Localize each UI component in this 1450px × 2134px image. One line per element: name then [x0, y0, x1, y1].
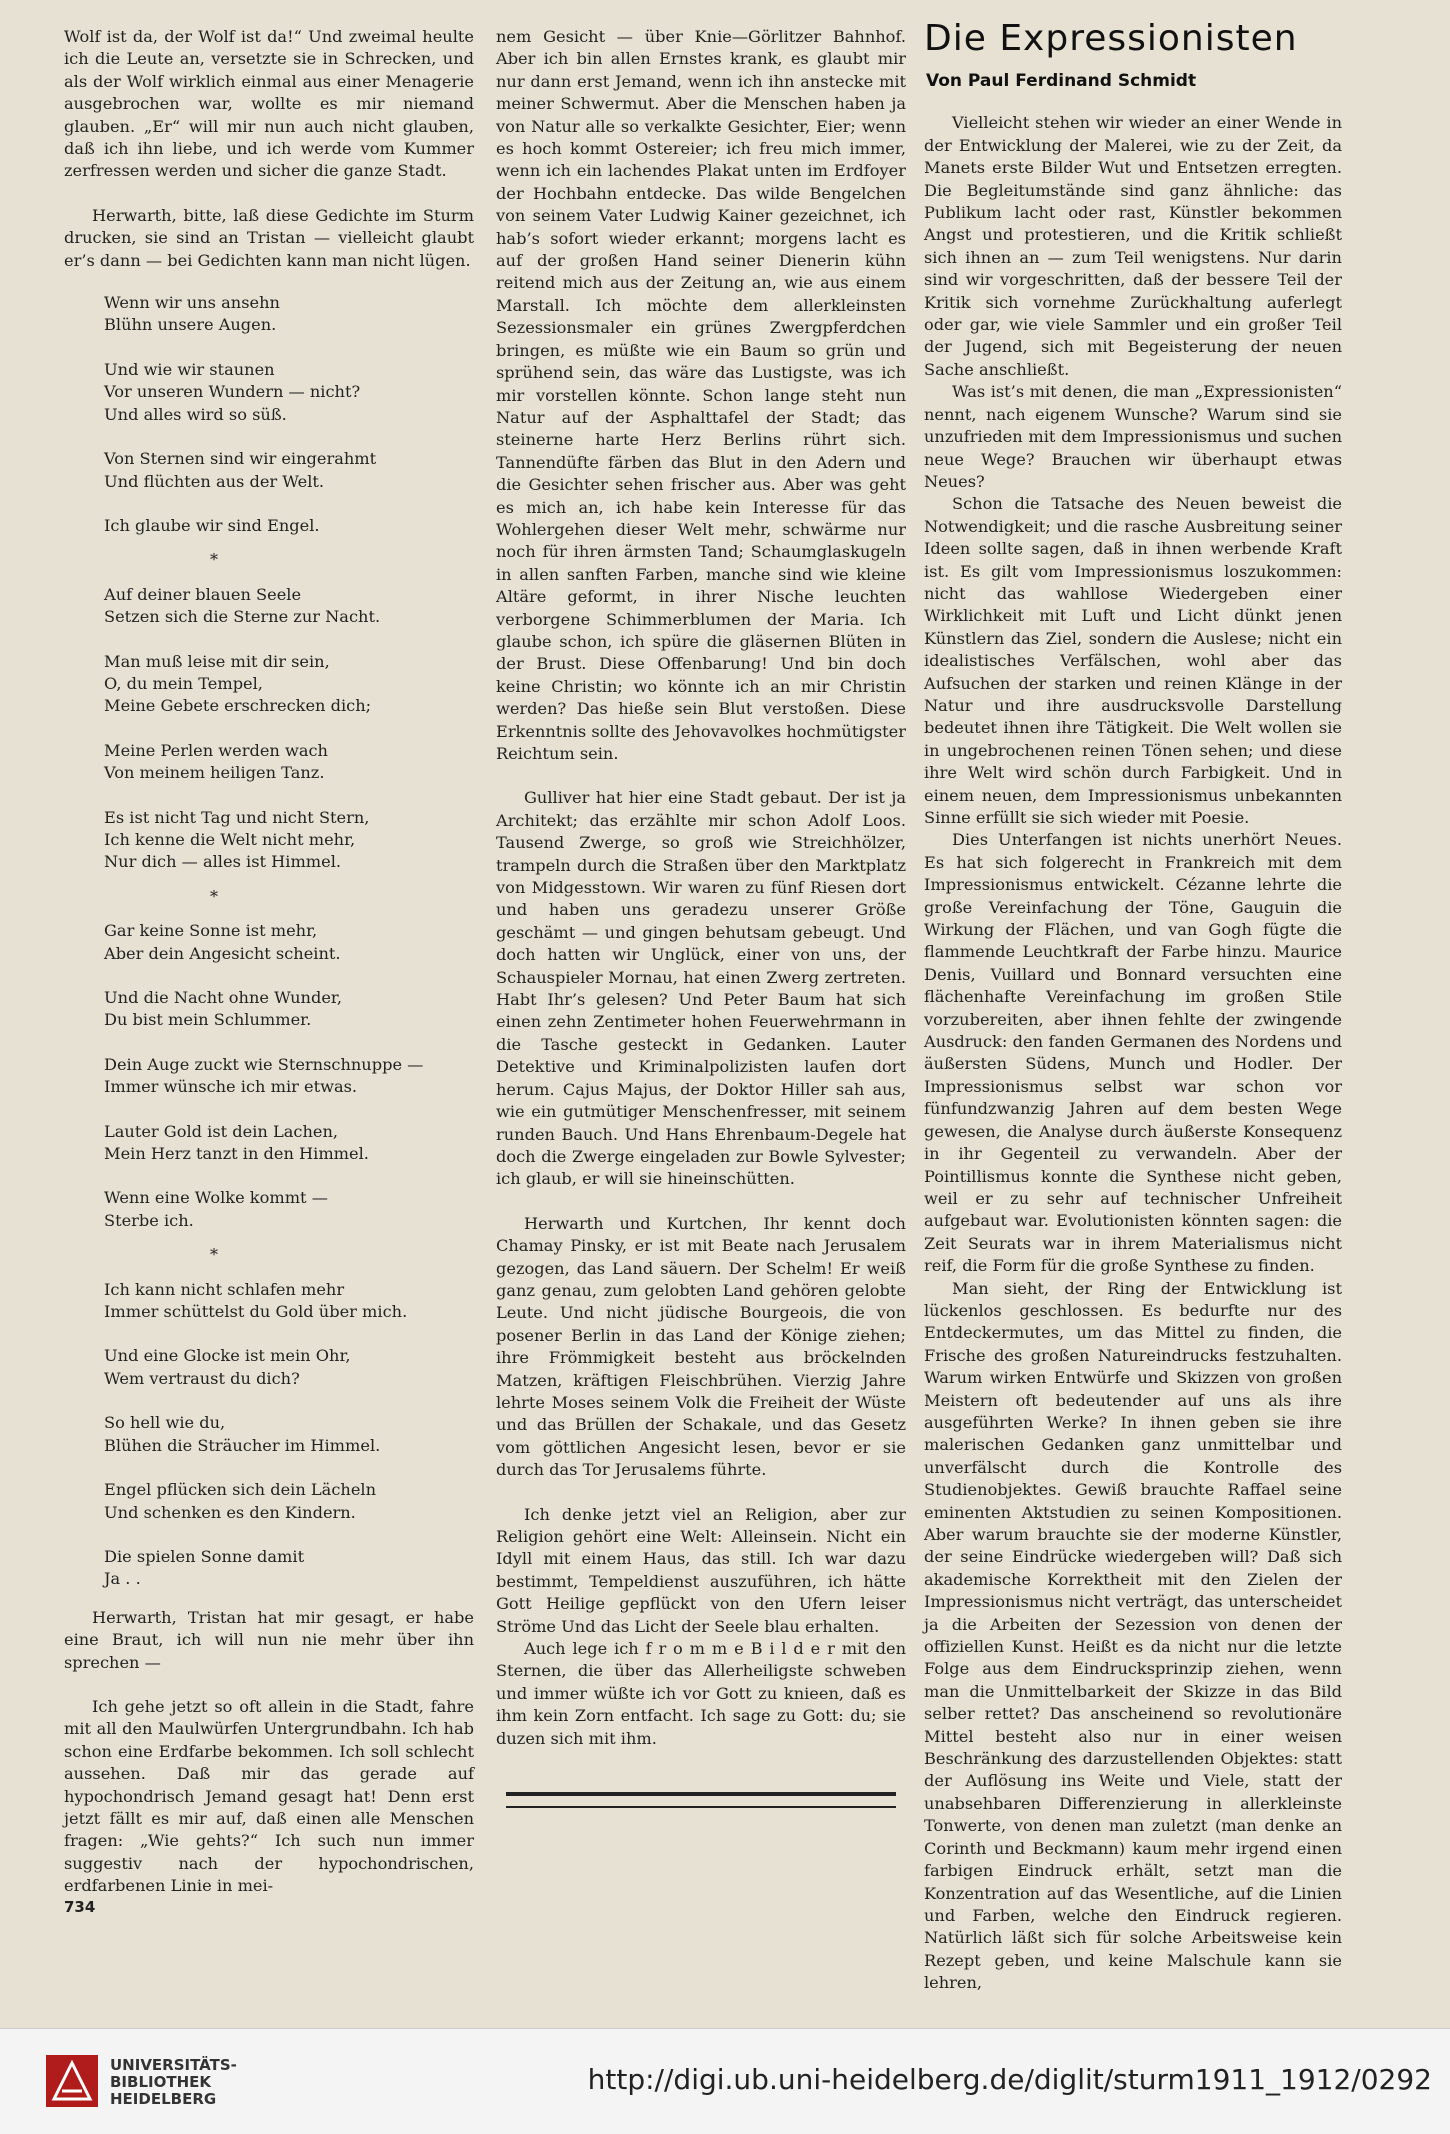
institution-line: HEIDELBERG [110, 2090, 217, 2108]
permalink[interactable]: http://digi.ub.uni-heidelberg.de/diglit/sturm1911_1912/0292 [587, 2063, 1432, 2096]
poem-line: Und alles wird so süß. [104, 404, 287, 424]
stanza [104, 920, 474, 965]
section-star: * [210, 1245, 218, 1265]
university-seal-icon [44, 2053, 100, 2109]
poem-line: Und die Nacht ohne Wunder, [104, 988, 342, 1007]
poem-line: Sterbe ich. [104, 1210, 194, 1230]
stanza [104, 1187, 474, 1232]
column-left [64, 26, 474, 1898]
paragraph: Herwarth, bitte, laß diese Gedichte im Sturm drucken, sie sind an Tristan — vielleicht glaubt er’s dann — bei Gedichten kann man nicht lügen. [64, 205, 474, 270]
paragraph: Wolf ist da, der Wolf ist da!“ Und zweimal heulte ich die Leute an, versetzte sie in Schrecken, und als der Wolf wirklich einmal aus einer Menagerie ausgebrochen war, wollte es mir niemand glauben. „Er“ will mir nun auch nicht glauben, daß ich ihn liebe, und ich werde vom Kummer zerfressen werden und sicher die ganze Stadt. [64, 27, 474, 181]
article-author: Von Paul Ferdinand Schmidt [926, 71, 1197, 91]
poem-line: Es ist nicht Tag und nicht Stern, [104, 807, 370, 827]
paragraph: Dies Unterfangen ist nichts unerhört Neues. Es hat sich folgerecht in Frankreich mit dem Impressionismus entwickelt. Cézanne lehrte die große Vereinfachung der Töne, Gauguin die Wirkung der Flächen, und van Gogh fügte die flammende Leuchtkraft der Farbe hinzu. Maurice Denis, Vuillard und Bonnard versuchten eine flächenhafte Vereinfachung im großen Stile vorzubereiten, aber ihnen fehlte der zwingende Ausdruck: den fanden Germanen des Nordens und äußersten Südens, Munch und Hodler. Der Impressionismus selbst war schon vor fünfundzwanzig Jahren auf dem besten Wege gewesen, die Analyse durch äußerste Konsequenz in ihr Gegenteil zu verwandeln. Aber der Pointillismus konnte die Synthese nicht geben, weil er zu sehr auf technischer Unfreiheit aufgebaut war. Evolutionisten könnten sagen: die Zeit Seurats war in ihrem Materialismus nicht reif, die Form für die große Synthese zu finden. [924, 830, 1342, 1276]
article-title: Die Expressionisten [924, 18, 1298, 59]
poem-line: Immer wünsche ich mir etwas. [104, 1077, 358, 1097]
institution-line: BIBLIOTHEK [110, 2073, 211, 2091]
poem-section [104, 292, 474, 537]
column-right [924, 18, 1342, 1995]
poem-section [104, 584, 474, 874]
paragraph: Vielleicht stehen wir wieder an einer Wende in der Entwicklung der Malerei, wie zu der Zeit, da Manets erste Bilder Wut und Entsetzen erregten. Die Begleitumstände sind ganz ähnliche: das Publikum lacht oder rast, Künstler bekommen Angst und protestieren, und die Kritik schließt sich ihnen an — zum Teil wenigstens. Nur darin sind wir vorgeschritten, daß der bessere Teil der Kritik sich vornehme Zurückhaltung auferlegt oder gar, wie viele Sammler und ein großer Teil der Jugend, sich mit Begeisterung der neuen Sache anschließt. [924, 113, 1342, 379]
poem-line: Und eine Glocke ist mein Ohr, [104, 1346, 351, 1366]
page-number: 734 [64, 1898, 96, 1916]
stanza [104, 1345, 474, 1390]
paragraph: Man sieht, der Ring der Entwicklung ist lückenlos geschlossen. Es bedurfte nur des Entdeckermutes, um das Mittel zu finden, die Frische des großen Natureindrucks festzuhalten. Warum wirken Entwürfe und Skizzen von großen Meistern oft bedeutender auf uns als ihre ausgeführten Werke? In ihnen geben sie ihre malerischen Gedanken ganz unmittelbar und unverfälscht durch die Kontrolle des Studienobjektes. Gewiß brauchte Raffael seine eminenten Aktstudien zu seinen Kompositionen. Aber warum brauchte sie der moderne Künstler, der seine Eindrücke wiedergeben will? Daß sich akademische Korrektheit mit den Zielen der Impressionismus nicht verträgt, das unterscheidet ja die Arbeiten der Sezession von denen der offiziellen Kunst. Heißt es da nicht nur die letzte Folge aus dem Eindrucksprinzip ziehen, wenn man die Unmittelbarkeit der Skizze in das Bild selber rettet? Das anscheinend so revolutionäre Mittel besteht also nur in einer weisen Beschränkung des darzustellenden Objektes: statt der Auflösung ins Weite und Viele, statt der unabsehbaren Differenzierung in allerkleinste Tonwerte, von denen man zuletzt (man denke an Corinth und Beckmann) kaum mehr irgend einen farbigen Eindruck erhält, setzt man die Konzentration auf das Wesentliche, auf die Linien und Farben, welche den Eindruck regieren. Natürlich läßt sich für solche Arbeitsweise kein Rezept geben, und keine Malschule kann sie lehren, [924, 1278, 1342, 1993]
poem-line: Und wie wir staunen [104, 359, 275, 379]
institution-name [110, 2057, 237, 2108]
stanza [104, 1279, 474, 1324]
poem-line: Mein Herz tanzt in den Himmel. [104, 1144, 369, 1164]
poem-line: Setzen sich die Sterne zur Nacht. [104, 607, 381, 627]
poem-line: Blühen die Sträucher im Himmel. [104, 1435, 381, 1455]
paragraph: Herwarth, Tristan hat mir gesagt, er habe eine Braut, ich will nun nie mehr über ihn sprechen — [64, 1607, 474, 1672]
poem-line: Ich kann nicht schlafen mehr [104, 1279, 345, 1299]
poem-line: Die spielen Sonne damit [104, 1546, 305, 1566]
stanza [104, 359, 474, 426]
stanza [104, 740, 474, 785]
stanza [104, 987, 474, 1032]
poem-line: Vor unseren Wundern — nicht? [104, 382, 361, 402]
stanza [104, 448, 474, 493]
poem-line: Ja . . [104, 1569, 141, 1589]
poem-line: Dein Auge zuckt wie Sternschnuppe — [104, 1054, 424, 1074]
stanza [104, 1546, 474, 1591]
stanza [104, 1412, 474, 1457]
poem-line: Von meinem heiligen Tanz. [104, 763, 325, 783]
poem-line: Ich glaube wir sind Engel. [104, 515, 320, 535]
poem-line: Man muß leise mit dir sein, [104, 651, 330, 671]
paragraph: Ich denke jetzt viel an Religion, aber zur Religion gehört eine Welt: Alleinsein. Nicht ein Idyll mit einem Haus, das still. Ich war dazu bestimmt, Tempeldienst auszuführen, ich hätte Gott Heilige gepflückt von den Ufern leiser Ströme Und das Licht der Seele blau erhalten. [496, 1504, 906, 1636]
poem-line: Wenn eine Wolke kommt — [104, 1188, 328, 1208]
poem-section [104, 1279, 474, 1591]
paragraph: Herwarth und Kurtchen, Ihr kennt doch Chamay Pinsky, er ist mit Beate nach Jerusalem gezogen, das Land säuern. Der Schelm! Er weiß ganz genau, zum gelobten Land gehören gelobte Leute. Und nicht jüdische Bourgeois, die von posener Berlin in das Land der Könige ziehen; ihre Frömmigkeit besteht aus bröckelnden Matzen, kräftigen Fleischbrühen. Vierzig Jahre lehrte Moses seinem Volk die Freiheit der Wüste und das Brüllen der Schakale, und das Gesetz vom göttlichen Angesicht lesen, bevor er sie durch das Tor Jerusalems führte. [496, 1213, 906, 1480]
paragraph: Was ist’s mit denen, die man „Expressionisten“ nennt, nach eigenem Wunsche? Warum sind sie unzufrieden mit dem Impressionismus und suchen neue Wege? Brauchen wir überhaupt etwas Neues? [924, 382, 1342, 491]
paragraph: nem Gesicht — über Knie—Görlitzer Bahnhof. Aber ich bin allen Ernstes krank, es glaubt mir nur dann erst Jemand, wenn ich ihn anstecke mit meiner Schwermut. Aber die Menschen haben ja von Natur alle so verkalkte Gesichter, Eier; wenn es hoch kommt Ostereier; ich freu mich immer, wenn ich ein lachendes Plakat unten im Erdfoyer der Hochbahn entdecke. Das wilde Bengelchen von seinem Vater Ludwig Kainer gezeichnet, ich hab’s sofort wieder erkannt; morgens lacht es auf der großen Hand seiner Dienerin kühn reitend mich aus der Zeitung an, wie aus einem Marstall. Ich möchte dem allerkleinsten Sezessionsmaler ein grünes Zwergpferdchen bringen, es müßte wie ein Baum so grün und sprühend sein, das wäre das Lustigste, was ich mir vorstellen könnte. Schon lange steht nun Natur auf der Asphalttafel der Stadt; das steinerne harte Herz Berlins rührt sich. Tannendüfte färben das Blut in den Adern und die Gesichter sehen frischer aus. Aber was geht es mich an, ich habe kein Interesse für das Wohlergehen dieser Welt mehr, schwärme nur noch für ihren ärmsten Tand; Schaumglaskugeln in allen sanften Farben, manche sind wie kleine Altäre geformt, in ihrer Nische leuchten verborgene Schimmerblumen der Maria. Ich glaube schon, ich spüre die gläsernen Blüten in der Brust. Diese Offenbarung! Und bin doch keine Christin; wo könnte ich an mir Christin werden? Das hieße sein Blut verstoßen. Diese Erkenntnis sollte des Jehovavolkes hochmütigster Reichtum sein. [496, 27, 906, 763]
stanza [104, 1054, 474, 1099]
paragraph: Gulliver hat hier eine Stadt gebaut. Der ist ja Architekt; das erzählte mir schon Adolf Loos. Tausend Zwerge, so groß wie Streichhölzer, trampeln durch die Straßen über den Marktplatz von Midgesstown. Wir waren zu fünf Riesen dort und haben uns geradezu unserer Größe geschämt — und gingen behutsam gebeugt. Und doch hatten wir Unglück, einer von uns, der Schauspieler Mornau, hat einen Zwerg zertreten. Habt Ihr’s gelesen? Und Peter Baum hat sich einen zehn Zentimeter hohen Feuerwehrmann in die Tasche gesteckt in Gedanken. Lauter Detektive und Kriminalpolizisten laufen dort herum. Cajus Majus, der Doktor Hiller sah aus, wie ein gutmütiger Menschenfresser, mit seinem runden Bauch. Und Hans Ehrenbaum-Degele hat doch die Zwerge eingeladen zur Bowle Sylvester; ich glaub, er will sie hineinschütten. [496, 788, 906, 1189]
poem-line: Blühn unsere Augen. [104, 315, 277, 335]
poem-line: Gar keine Sonne ist mehr, [104, 921, 318, 941]
stanza [104, 1121, 474, 1166]
poem-line: O, du mein Tempel, [104, 673, 263, 693]
poem-line: Nur dich — alles ist Himmel. [104, 852, 342, 872]
poem-section [104, 920, 474, 1232]
poem-line: Und schenken es den Kindern. [104, 1502, 356, 1522]
paragraph: Schon die Tatsache des Neuen beweist die Notwendigkeit; und die rasche Ausbreitung seiner Ideen sollte sagen, daß in ihnen werbende Kraft ist. Es gilt vom Impressionismus loszukommen: nicht das wahllose Wiedergeben einer Wirklichkeit mit Luft und Licht dünkt jenen Künstlern das Ziel, sondern die Auslese; nicht ein idealistisches Verfälschen, wohl aber das Aufsuchen der starken und reinen Klänge in der Natur und ihre ausdrucksvolle Darstellung bedeutet ihnen ihre Tätigkeit. Die Welt wollen sie in ungebrochenen reinen Tönen sehen; und diese ihre Welt wird schön durch Farbigkeit. Und in einem neuen, dem Impressionismus unbekannten Sinne erfüllt sie sich wieder mit Poesie. [924, 494, 1342, 827]
section-star: * [210, 550, 218, 570]
stanza [104, 292, 474, 337]
poem-line: Wenn wir uns ansehn [104, 293, 280, 313]
column-middle [496, 26, 906, 1808]
poem-line: Meine Gebete erschrecken dich; [104, 696, 372, 716]
poem-line: Meine Perlen werden wach [104, 740, 328, 760]
poem-line: Ich kenne die Welt nicht mehr, [104, 829, 356, 849]
poem-line: Immer schüttelst du Gold über mich. [104, 1302, 408, 1322]
poem-line: Wem vertraust du dich? [104, 1368, 300, 1388]
paragraph: Ich gehe jetzt so oft allein in die Stadt, fahre mit all den Maulwürfen Untergrundbahn. Ich hab schon eine Erdfarbe bekommen. Ich soll schlecht aussehen. Daß mir das gerade auf hypochondrisch Jemand gesagt hat! Denn erst jetzt fällt es mir auf, daß einen alle Menschen fragen: „Wie gehts?“ Ich such nun immer suggestiv nach der hypochondrischen, erdfarbenen Linie in mei- [64, 1696, 474, 1896]
stanza [104, 651, 474, 718]
paragraph: Auch lege ich f r o m m e B i l d e r mit den Sternen, die über das Allerheiligste schweben und immer wüßte ich vor Gott zu knieen, daß es ihm kein Zorn entfacht. Ich sage zu Gott: du; sie duzen sich mit ihm. [496, 1639, 906, 1748]
stanza [104, 807, 474, 874]
poem-line: Aber dein Angesicht scheint. [104, 943, 341, 963]
stanza [104, 584, 474, 629]
poem-line: Und flüchten aus der Welt. [104, 471, 325, 491]
stanza [104, 515, 474, 537]
poem-line: Engel pflücken sich dein Lächeln [104, 1480, 377, 1500]
poem [104, 292, 474, 1591]
end-rule [506, 1792, 896, 1808]
poem-line: So hell wie du, [104, 1413, 226, 1433]
poem-line: Du bist mein Schlummer. [104, 1010, 312, 1030]
poem-line: Von Sternen sind wir eingerahmt [104, 449, 377, 469]
poem-line: Auf deiner blauen Seele [104, 584, 302, 604]
poem-line: Lauter Gold ist dein Lachen, [104, 1121, 339, 1141]
section-star: * [210, 886, 218, 906]
stanza [104, 1479, 474, 1524]
viewer-footer [0, 2028, 1450, 2134]
institution-line: UNIVERSITÄTS- [110, 2056, 237, 2074]
